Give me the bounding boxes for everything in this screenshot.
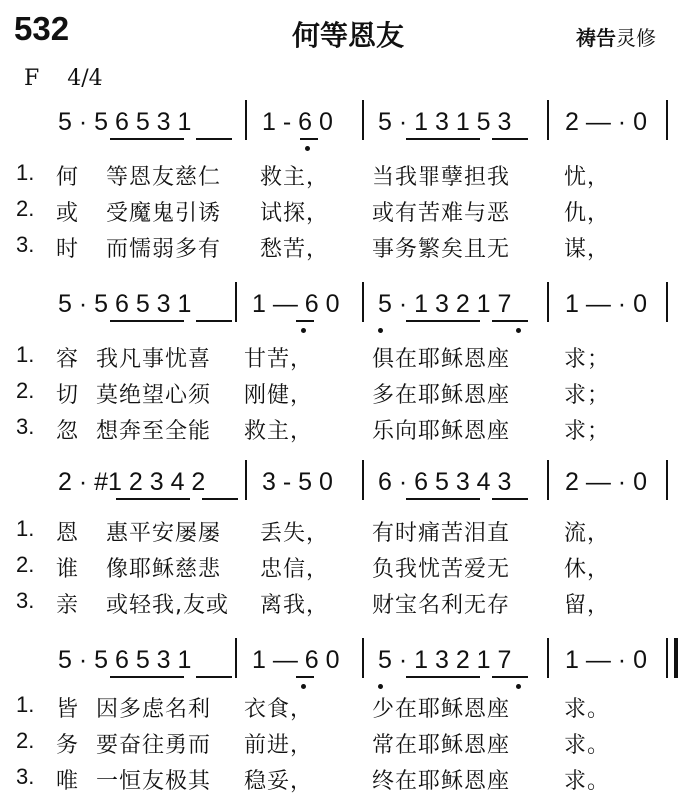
bar-line: [666, 100, 668, 140]
octave-dot-low: [301, 328, 306, 333]
lyric: 救主，: [244, 419, 314, 444]
beam-underline: [196, 138, 232, 140]
bar-line: [666, 282, 668, 322]
beam-underline: [110, 138, 184, 140]
lyric: 切: [56, 383, 80, 408]
lyric: 亲: [56, 593, 80, 618]
verse-number: 1.: [16, 160, 35, 185]
lyric: 甘苦，: [244, 347, 314, 372]
lyric: 要奋往勇而: [96, 733, 212, 758]
beam-underline: [296, 320, 314, 322]
key-signature: [24, 66, 103, 91]
bar-line: [666, 460, 668, 500]
lyric: 何: [56, 165, 80, 190]
verse-number: 2.: [16, 552, 35, 577]
beam-underline: [196, 676, 232, 678]
verse-number: 3.: [16, 232, 35, 257]
lyric: 休，: [564, 557, 611, 582]
lyric: 唯: [56, 769, 80, 794]
measure-notation: 5 · 1 3 2 1 7: [378, 646, 512, 674]
measure-notation: 6 · 6 5 3 4 3: [378, 468, 512, 496]
lyric: 救主，: [260, 165, 330, 190]
beam-underline: [110, 676, 184, 678]
bar-line: [235, 638, 237, 678]
beam-underline: [406, 138, 480, 140]
lyric: 事务繁矣且无: [372, 237, 511, 262]
lyric: 少在耶稣恩座: [372, 697, 511, 722]
measure-notation: 1 - 6 0: [262, 108, 333, 136]
lyric: 常在耶稣恩座: [372, 733, 511, 758]
lyric: 求。: [564, 769, 611, 794]
lyric: 求；: [564, 347, 611, 372]
measure-notation: 3 - 5 0: [262, 468, 333, 496]
bar-line: [362, 460, 364, 500]
bar-line: [547, 638, 549, 678]
lyric: 多在耶稣恩座: [372, 383, 511, 408]
measure-notation: 2 — · 0: [565, 108, 647, 136]
bar-line: [245, 100, 247, 140]
measure-notation: 5 · 5 6 5 3 1: [58, 290, 192, 318]
lyric: 惠平安屡屡: [106, 521, 222, 546]
beam-underline: [202, 498, 238, 500]
beam-underline: [110, 320, 184, 322]
lyric: 莫绝望心须: [96, 383, 212, 408]
lyric: 俱在耶稣恩座: [372, 347, 511, 372]
beam-underline: [406, 676, 480, 678]
beam-underline: [296, 676, 314, 678]
bar-line: [245, 460, 247, 500]
category-primary: 祷告: [576, 26, 616, 50]
lyric: 衣食，: [244, 697, 314, 722]
lyric: 丢失，: [260, 521, 330, 546]
bar-line: [235, 282, 237, 322]
lyric: 有时痛苦泪直: [372, 521, 511, 546]
lyric: 求；: [564, 383, 611, 408]
beam-underline: [116, 498, 190, 500]
lyric: 忠信，: [260, 557, 330, 582]
beam-underline: [406, 320, 480, 322]
verse-number: 3.: [16, 414, 35, 439]
lyric: 一恒友极其: [96, 769, 212, 794]
measure-notation: 1 — 6 0: [252, 646, 340, 674]
verse-number: 1.: [16, 516, 35, 541]
hymn-title: 何等恩友: [292, 19, 405, 52]
lyric: 而懦弱多有: [106, 237, 222, 262]
bar-line: [547, 460, 549, 500]
lyric: 当我罪孽担我: [372, 165, 511, 190]
category-label: [576, 22, 656, 51]
lyric: 留，: [564, 593, 611, 618]
beam-underline: [196, 320, 232, 322]
lyric: 皆: [56, 697, 80, 722]
lyric: 像耶稣慈悲: [106, 557, 222, 582]
verse-number: 1.: [16, 692, 35, 717]
octave-dot-low: [378, 684, 383, 689]
lyric: 时: [56, 237, 80, 262]
lyric: 前进，: [244, 733, 314, 758]
measure-notation: 5 · 1 3 2 1 7: [378, 290, 512, 318]
beam-underline: [492, 676, 528, 678]
lyric: 试探，: [260, 201, 330, 226]
lyric: 求；: [564, 419, 611, 444]
verse-number: 3.: [16, 588, 35, 613]
lyric: 愁苦，: [260, 237, 330, 262]
verse-number: 3.: [16, 764, 35, 789]
verse-number: 1.: [16, 342, 35, 367]
octave-dot-low: [378, 328, 383, 333]
bar-line: [547, 282, 549, 322]
lyric: 谋，: [564, 237, 611, 262]
beam-underline: [492, 138, 528, 140]
bar-line: [547, 100, 549, 140]
lyric: 恩: [56, 521, 80, 546]
beam-underline: [300, 138, 318, 140]
octave-dot-low: [305, 146, 310, 151]
verse-number: 2.: [16, 728, 35, 753]
lyric: 仇，: [564, 201, 611, 226]
lyric: 等恩友慈仁: [106, 165, 222, 190]
octave-dot-low: [301, 684, 306, 689]
key: F: [24, 66, 40, 91]
measure-notation: 5 · 5 6 5 3 1: [58, 646, 192, 674]
bar-line: [362, 100, 364, 140]
lyric: 忽: [56, 419, 80, 444]
lyric: 务: [56, 733, 80, 758]
lyric: 负我忧苦爱无: [372, 557, 511, 582]
lyric: 流，: [564, 521, 611, 546]
lyric: 容: [56, 347, 80, 372]
lyric: 稳妥，: [244, 769, 314, 794]
verse-number: 2.: [16, 378, 35, 403]
lyric: 受魔鬼引诱: [106, 201, 222, 226]
measure-notation: 1 — · 0: [565, 646, 647, 674]
measure-notation: 2 · #1 2 3 4 2: [58, 468, 206, 496]
lyric: 财宝名利无存: [372, 593, 511, 618]
verse-number: 2.: [16, 196, 35, 221]
beam-underline: [492, 320, 528, 322]
lyric: 离我，: [260, 593, 330, 618]
time-signature: 4/4: [67, 66, 103, 91]
lyric: 求。: [564, 697, 611, 722]
category-secondary: 灵修: [616, 26, 656, 50]
bar-line: [666, 638, 668, 678]
measure-notation: 2 — · 0: [565, 468, 647, 496]
lyric: 因多虑名利: [96, 697, 212, 722]
lyric: 求。: [564, 733, 611, 758]
lyric: 或有苦难与恶: [372, 201, 511, 226]
bar-line: [362, 282, 364, 322]
octave-dot-low: [516, 684, 521, 689]
measure-notation: 1 — 6 0: [252, 290, 340, 318]
lyric: 忧，: [564, 165, 611, 190]
beam-underline: [492, 498, 528, 500]
lyric: 我凡事忧喜: [96, 347, 212, 372]
lyric: 乐向耶稣恩座: [372, 419, 511, 444]
measure-notation: 1 — · 0: [565, 290, 647, 318]
lyric: 终在耶稣恩座: [372, 769, 511, 794]
lyric: 想奔至全能: [96, 419, 212, 444]
final-bar-line: [674, 638, 678, 678]
lyric: 或轻我,友或: [106, 593, 229, 618]
measure-notation: 5 · 5 6 5 3 1: [58, 108, 192, 136]
hymn-number: 532: [14, 10, 70, 47]
beam-underline: [406, 498, 480, 500]
lyric: 谁: [56, 557, 80, 582]
octave-dot-low: [516, 328, 521, 333]
measure-notation: 5 · 1 3 1 5 3: [378, 108, 512, 136]
bar-line: [362, 638, 364, 678]
lyric: 刚健，: [244, 383, 314, 408]
lyric: 或: [56, 201, 80, 226]
